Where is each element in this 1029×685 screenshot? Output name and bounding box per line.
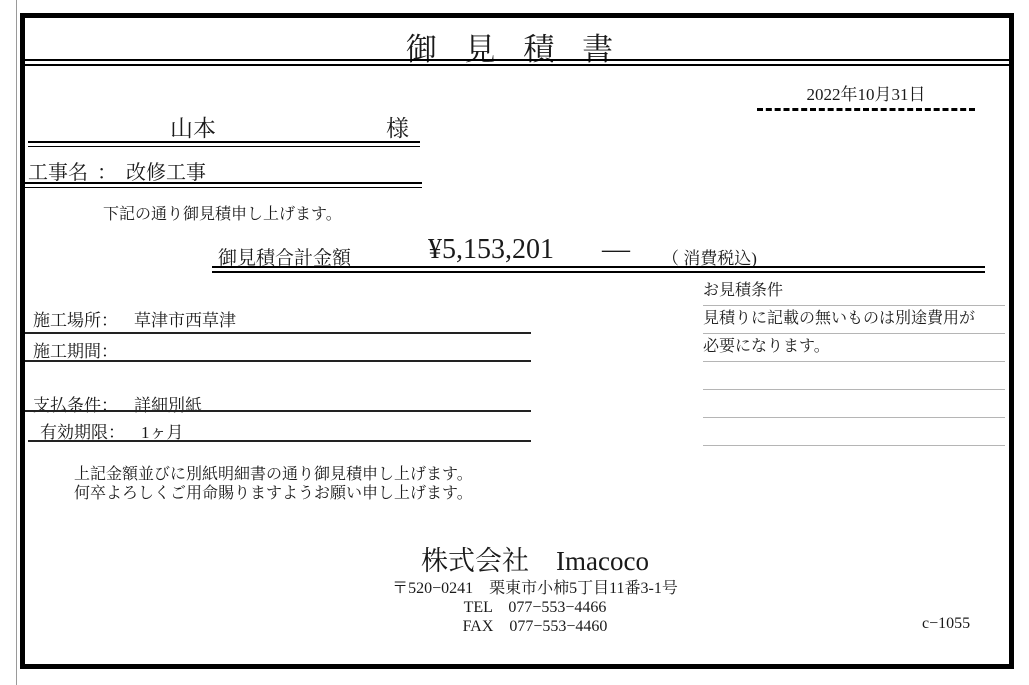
field-payment-label: 支払条件： <box>33 396 118 415</box>
issue-date: 2022年10月31日 <box>757 80 975 111</box>
project-separator: ： <box>97 162 117 184</box>
project-row <box>28 156 206 185</box>
conditions-line: 必要になります。 <box>703 334 1005 362</box>
field-payment-value: 詳細別紙 <box>134 396 202 415</box>
project-underline <box>25 182 422 188</box>
project-label: 工事名 <box>28 162 88 184</box>
conditions-line <box>703 418 1005 446</box>
conditions-line <box>703 362 1005 390</box>
project-value: 改修工事 <box>126 162 206 184</box>
company-tel: TEL 077−553−4466 <box>463 599 607 616</box>
company-fax: FAX 077−553−4460 <box>462 618 608 635</box>
company-block <box>320 545 750 636</box>
field-validity-underline <box>28 440 531 442</box>
field-location-value: 草津市西草津 <box>134 311 236 330</box>
field-period-underline <box>25 360 531 362</box>
field-validity-label: 有効期限： <box>40 423 125 442</box>
intro-text: 下記の通り御見積申し上げます。 <box>103 206 342 223</box>
conditions-line <box>703 390 1005 418</box>
field-period <box>33 337 134 362</box>
closing-line-2: 何卒よろしくご用命賜りますようお願い申し上げます。 <box>74 485 473 502</box>
doc-code: c−1055 <box>922 615 971 632</box>
field-validity-value: 1ヶ月 <box>141 423 184 442</box>
conditions-line: 見積りに記載の無いものは別途費用が <box>703 306 1005 334</box>
tax-note: （ 消費税込) <box>662 249 757 268</box>
field-period-label: 施工期間： <box>33 342 118 361</box>
field-location <box>33 306 236 331</box>
field-location-label: 施工場所： <box>33 311 118 330</box>
customer-honorific: 様 <box>386 116 409 141</box>
total-underline <box>212 266 985 273</box>
scan-edge-line <box>16 0 17 685</box>
total-amount-dash: ― <box>602 234 630 265</box>
field-location-underline <box>25 332 531 334</box>
title-divider <box>25 59 1009 66</box>
field-payment-underline <box>25 410 531 412</box>
customer-name: 山本 <box>170 116 216 141</box>
company-address: 〒520−0241 栗東市小柿5丁目11番3-1号 <box>392 580 678 597</box>
page-title: 御 見 積 書 <box>405 32 624 67</box>
closing-line-1: 上記金額並びに別紙明細書の通り御見積申し上げます。 <box>74 466 473 483</box>
total-amount: ¥5,153,201 <box>428 234 554 265</box>
company-name: 株式会社 Imacoco <box>421 546 649 576</box>
conditions-heading: お見積条件 <box>703 278 1005 306</box>
conditions-panel <box>703 278 1005 446</box>
customer-name-underline <box>28 141 420 147</box>
total-label: 御見積合計金額 <box>218 248 352 269</box>
field-payment <box>33 391 202 416</box>
